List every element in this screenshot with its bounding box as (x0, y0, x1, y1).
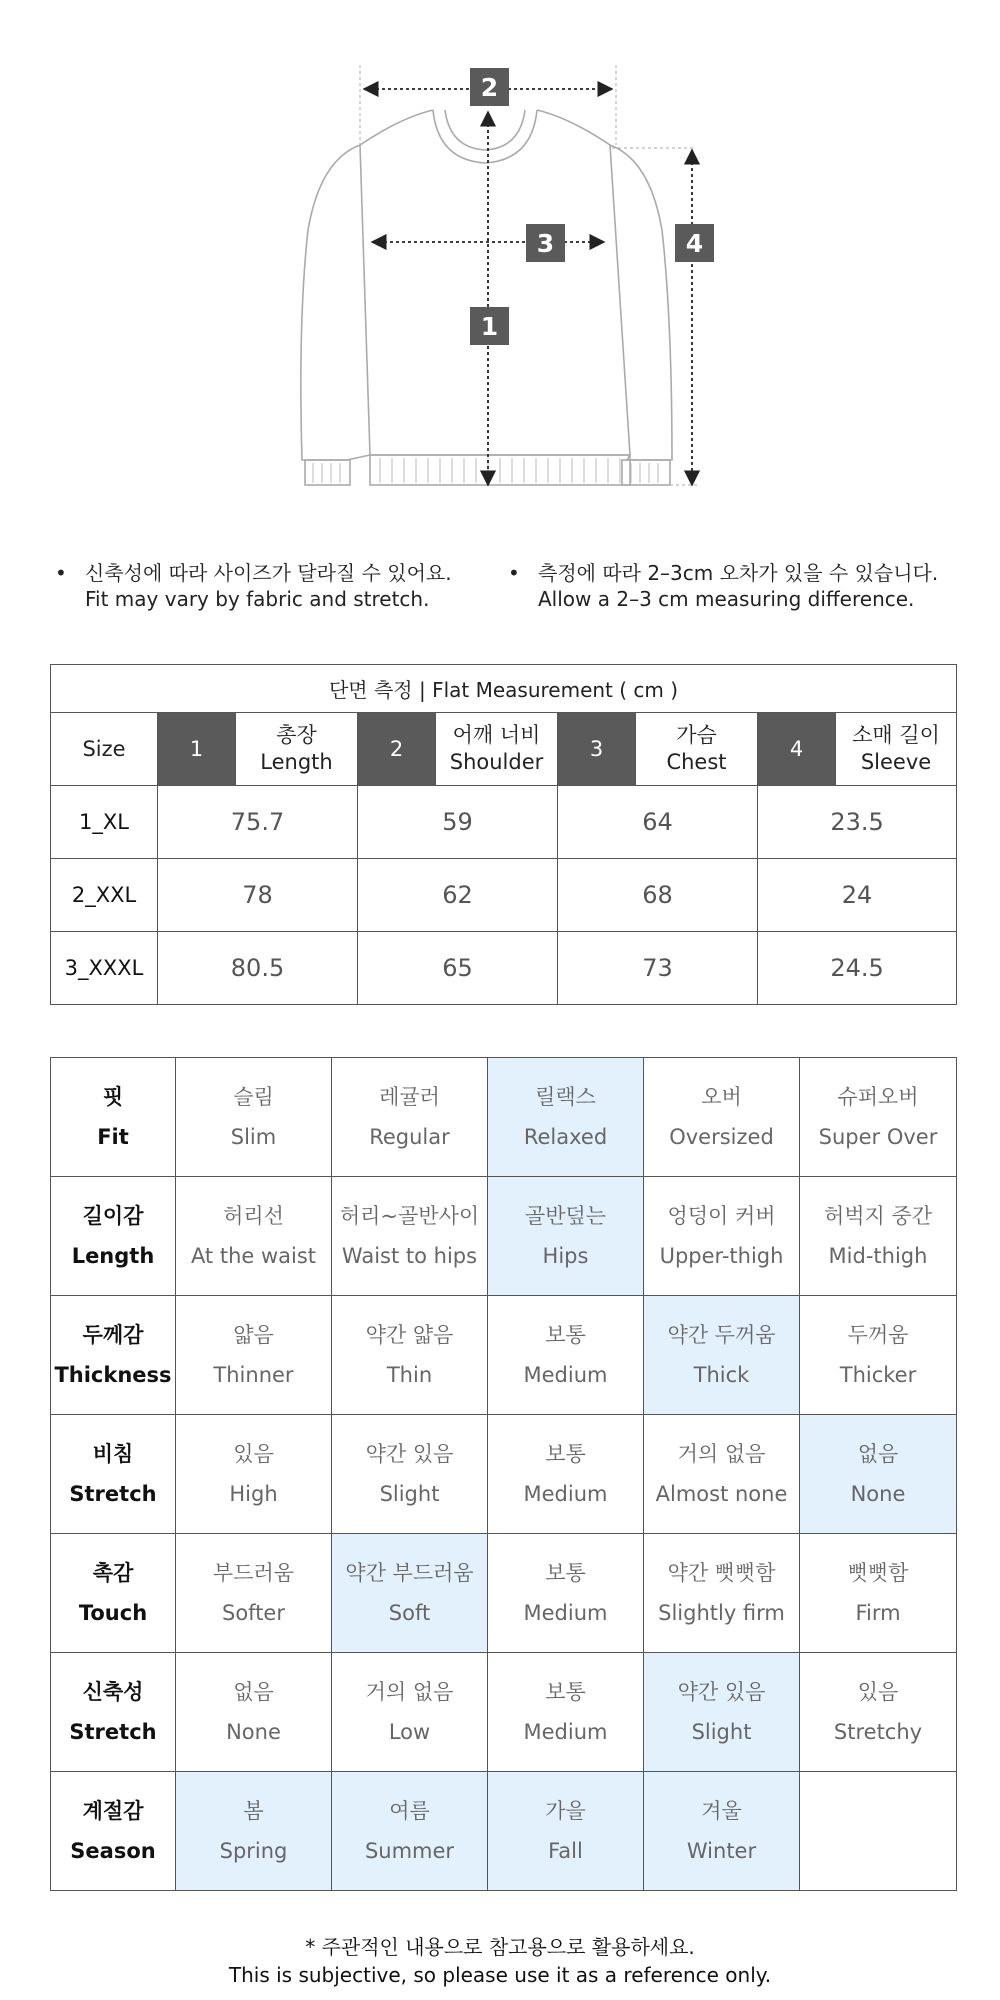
option-ko: 부드러움 (212, 1561, 295, 1585)
attribute-option (488, 1296, 644, 1415)
attribute-option (800, 1772, 957, 1891)
value-cell: 59 (358, 786, 558, 859)
option-en: Firm (855, 1601, 901, 1625)
attribute-option (800, 1058, 957, 1177)
option-ko: 보통 (545, 1561, 586, 1585)
guide-lines (360, 65, 700, 485)
option-en: Thicker (839, 1363, 917, 1387)
attribute-option-selected (644, 1653, 800, 1772)
option-ko: 골반덮는 (524, 1204, 607, 1228)
disclaimer-en: This is subjective, so please use it as a reference only. (228, 1963, 772, 1987)
option-en: Low (388, 1720, 431, 1744)
attribute-label-ko: 계절감 (82, 1799, 144, 1823)
option-ko: 레귤러 (379, 1085, 440, 1109)
value-cell: 80.5 (158, 932, 358, 1005)
option-en: Relaxed (523, 1125, 608, 1149)
option-ko: 있음 (233, 1442, 274, 1466)
option-en: Softer (222, 1601, 285, 1625)
option-ko: 약간 있음 (365, 1442, 454, 1466)
option-ko: 거의 없음 (365, 1680, 454, 1704)
col-label-en: Length (260, 750, 333, 774)
col-number: 4 (758, 713, 836, 786)
option-en: Oversized (669, 1125, 774, 1149)
note-measuring-ko: 측정에 따라 2–3cm 오차가 있을 수 있습니다. (538, 561, 939, 585)
option-ko: 허리선 (223, 1204, 284, 1228)
col-label-ko: 총장 (276, 723, 317, 747)
attribute-row (51, 1058, 957, 1177)
attribute-label (51, 1058, 176, 1177)
option-en: Stretchy (833, 1720, 923, 1744)
attribute-option-selected (644, 1772, 800, 1891)
attribute-option (332, 1296, 488, 1415)
measure-markers (470, 68, 714, 345)
attribute-label-en: Season (70, 1839, 156, 1863)
option-en: Almost none (655, 1482, 788, 1506)
col-label-en: Shoulder (449, 750, 544, 774)
attribute-option-selected (800, 1415, 957, 1534)
attribute-row (51, 1772, 957, 1891)
attribute-option (176, 1534, 332, 1653)
attribute-option (644, 1058, 800, 1177)
option-ko: 거의 없음 (677, 1442, 766, 1466)
option-en: Waist to hips (341, 1244, 478, 1268)
attribute-label-en: Fit (97, 1125, 129, 1149)
note-fit-ko: 신축성에 따라 사이즈가 달라질 수 있어요. (85, 561, 452, 585)
attribute-label-ko: 길이감 (82, 1204, 144, 1228)
option-ko: 슬림 (233, 1085, 274, 1109)
marker-3: 3 (536, 229, 555, 258)
attribute-option (176, 1058, 332, 1177)
value-cell: 78 (158, 859, 358, 932)
col-label-shoulder (436, 713, 558, 786)
option-en: Slight (691, 1720, 752, 1744)
attribute-option (800, 1177, 957, 1296)
option-ko: 슈퍼오버 (837, 1085, 919, 1109)
option-en: Summer (364, 1839, 455, 1863)
attribute-option (332, 1177, 488, 1296)
attribute-option (176, 1296, 332, 1415)
option-en: Regular (369, 1125, 450, 1149)
sweatshirt-measurement-diagram (0, 0, 1000, 520)
col-number: 1 (158, 713, 236, 786)
fabric-attributes-table (50, 1057, 957, 1891)
attribute-option (800, 1653, 957, 1772)
attribute-option-selected (488, 1772, 644, 1891)
attribute-label-en: Stretch (69, 1482, 157, 1506)
attribute-option (800, 1296, 957, 1415)
col-label-ko: 가슴 (676, 723, 717, 747)
attribute-label-ko: 두께감 (82, 1323, 144, 1347)
attribute-option-selected (176, 1772, 332, 1891)
attribute-option (332, 1415, 488, 1534)
option-ko: 약간 있음 (677, 1680, 766, 1704)
col-label-en: Chest (666, 750, 727, 774)
option-en: Medium (523, 1720, 608, 1744)
attribute-label-ko: 신축성 (82, 1680, 144, 1704)
option-ko: 약간 얇음 (365, 1323, 454, 1347)
option-ko: 두꺼움 (847, 1323, 909, 1347)
col-number: 2 (358, 713, 436, 786)
option-ko: 보통 (545, 1680, 586, 1704)
option-en: Fall (548, 1839, 583, 1863)
attribute-label (51, 1772, 176, 1891)
option-en: Thick (693, 1363, 750, 1387)
attribute-label-en: Stretch (69, 1720, 157, 1744)
option-en: Slight (379, 1482, 440, 1506)
attribute-option (176, 1653, 332, 1772)
attribute-label-ko: 촉감 (92, 1561, 134, 1585)
option-ko: 약간 뻣뻣함 (667, 1561, 776, 1585)
attribute-label (51, 1296, 176, 1415)
disclaimer-ko: * 주관적인 내용으로 참고용으로 활용하세요. (305, 1935, 695, 1959)
option-ko: 약간 부드러움 (345, 1561, 474, 1585)
option-ko: 릴랙스 (535, 1085, 596, 1109)
attribute-label-ko: 핏 (102, 1085, 124, 1109)
option-ko: 오버 (701, 1085, 742, 1109)
size-cell: 3_XXXL (51, 932, 158, 1005)
attribute-option (332, 1058, 488, 1177)
attribute-label (51, 1415, 176, 1534)
value-cell: 64 (558, 786, 758, 859)
col-label-length (236, 713, 358, 786)
value-cell: 75.7 (158, 786, 358, 859)
attribute-row (51, 1296, 957, 1415)
attribute-label-en: Touch (78, 1601, 148, 1625)
attribute-option (488, 1415, 644, 1534)
attribute-option (800, 1534, 957, 1653)
note-fit-en: Fit may vary by fabric and stretch. (85, 587, 430, 611)
col-label-chest (636, 713, 758, 786)
value-cell: 24.5 (758, 932, 957, 1005)
value-cell: 68 (558, 859, 758, 932)
sweatshirt-outline (301, 110, 672, 485)
attribute-label (51, 1653, 176, 1772)
option-en: Thin (386, 1363, 433, 1387)
option-ko: 가을 (545, 1799, 586, 1823)
value-cell: 23.5 (758, 786, 957, 859)
attribute-option (644, 1177, 800, 1296)
option-ko: 허리~골반사이 (339, 1204, 480, 1228)
option-en: None (850, 1482, 906, 1506)
attribute-row (51, 1534, 957, 1653)
attribute-option-selected (488, 1058, 644, 1177)
attribute-option (176, 1177, 332, 1296)
attribute-option (644, 1415, 800, 1534)
hem-ribbing (313, 458, 658, 483)
option-en: Slightly firm (658, 1601, 785, 1625)
attribute-option-selected (644, 1296, 800, 1415)
attribute-row (51, 1177, 957, 1296)
table-row (51, 859, 957, 932)
option-en: Thinner (213, 1363, 294, 1387)
attribute-option (488, 1653, 644, 1772)
option-ko: 보통 (545, 1323, 586, 1347)
option-en: Spring (219, 1839, 288, 1863)
attribute-label-en: Thickness (54, 1363, 172, 1387)
attribute-label-ko: 비침 (92, 1442, 134, 1466)
option-ko: 겨울 (701, 1799, 742, 1823)
option-ko: 보통 (545, 1442, 586, 1466)
note-fit: • 신축성에 따라 사이즈가 달라질 수 있어요. Fit may vary by fabric and stretch. (55, 561, 452, 611)
size-header: Size (51, 713, 158, 786)
option-ko: 엉덩이 커버 (667, 1204, 776, 1228)
flat-measurement-table (50, 664, 957, 1005)
marker-4: 4 (685, 229, 704, 258)
table-row (51, 786, 957, 859)
attribute-label-en: Length (71, 1244, 155, 1268)
value-cell: 62 (358, 859, 558, 932)
disclaimer (0, 1933, 1000, 1989)
option-en: Medium (523, 1601, 608, 1625)
option-ko: 없음 (857, 1442, 899, 1466)
option-ko: 봄 (243, 1799, 264, 1823)
col-label-en: Sleeve (860, 750, 932, 774)
option-ko: 얇음 (233, 1323, 274, 1347)
size-cell: 2_XXL (51, 859, 158, 932)
col-label-ko: 소매 길이 (852, 723, 940, 747)
option-en: Winter (686, 1839, 757, 1863)
attribute-option-selected (332, 1772, 488, 1891)
attribute-label (51, 1177, 176, 1296)
note-measuring-en: Allow a 2–3 cm measuring difference. (538, 587, 915, 611)
option-en: Super Over (818, 1125, 938, 1149)
note-measuring: • 측정에 따라 2–3cm 오차가 있을 수 있습니다. Allow a 2–3 cm measuring difference. (508, 561, 939, 611)
attribute-row (51, 1415, 957, 1534)
attribute-option (332, 1653, 488, 1772)
option-en: Upper-thigh (659, 1244, 784, 1268)
attribute-option (644, 1534, 800, 1653)
size-cell: 1_XL (51, 786, 158, 859)
col-label-sleeve (836, 713, 957, 786)
attribute-option (176, 1415, 332, 1534)
attribute-label (51, 1534, 176, 1653)
attribute-option-selected (488, 1177, 644, 1296)
table-row (51, 932, 957, 1005)
option-en: Slim (230, 1125, 277, 1149)
marker-2: 2 (480, 73, 499, 102)
option-en: Hips (542, 1244, 589, 1268)
value-cell: 73 (558, 932, 758, 1005)
option-en: Medium (523, 1363, 608, 1387)
attribute-option (488, 1534, 644, 1653)
option-en: None (226, 1720, 281, 1744)
col-label-ko: 어깨 너비 (452, 723, 541, 747)
option-ko: 약간 두꺼움 (667, 1323, 776, 1347)
option-en: High (229, 1482, 278, 1506)
option-en: Soft (388, 1601, 431, 1625)
measurement-title: 단면 측정 | Flat Measurement ( cm ) (51, 665, 957, 713)
option-ko: 있음 (857, 1680, 899, 1704)
option-en: At the waist (190, 1244, 317, 1268)
option-ko: 여름 (389, 1799, 430, 1823)
attribute-row (51, 1653, 957, 1772)
attribute-option-selected (332, 1534, 488, 1653)
option-ko: 뻣뻣함 (847, 1561, 909, 1585)
col-number: 3 (558, 713, 636, 786)
marker-1: 1 (480, 312, 499, 341)
value-cell: 24 (758, 859, 957, 932)
option-ko: 허벅지 중간 (823, 1204, 933, 1228)
option-en: Medium (523, 1482, 608, 1506)
option-en: Mid-thigh (828, 1244, 928, 1268)
option-ko: 없음 (233, 1680, 274, 1704)
value-cell: 65 (358, 932, 558, 1005)
